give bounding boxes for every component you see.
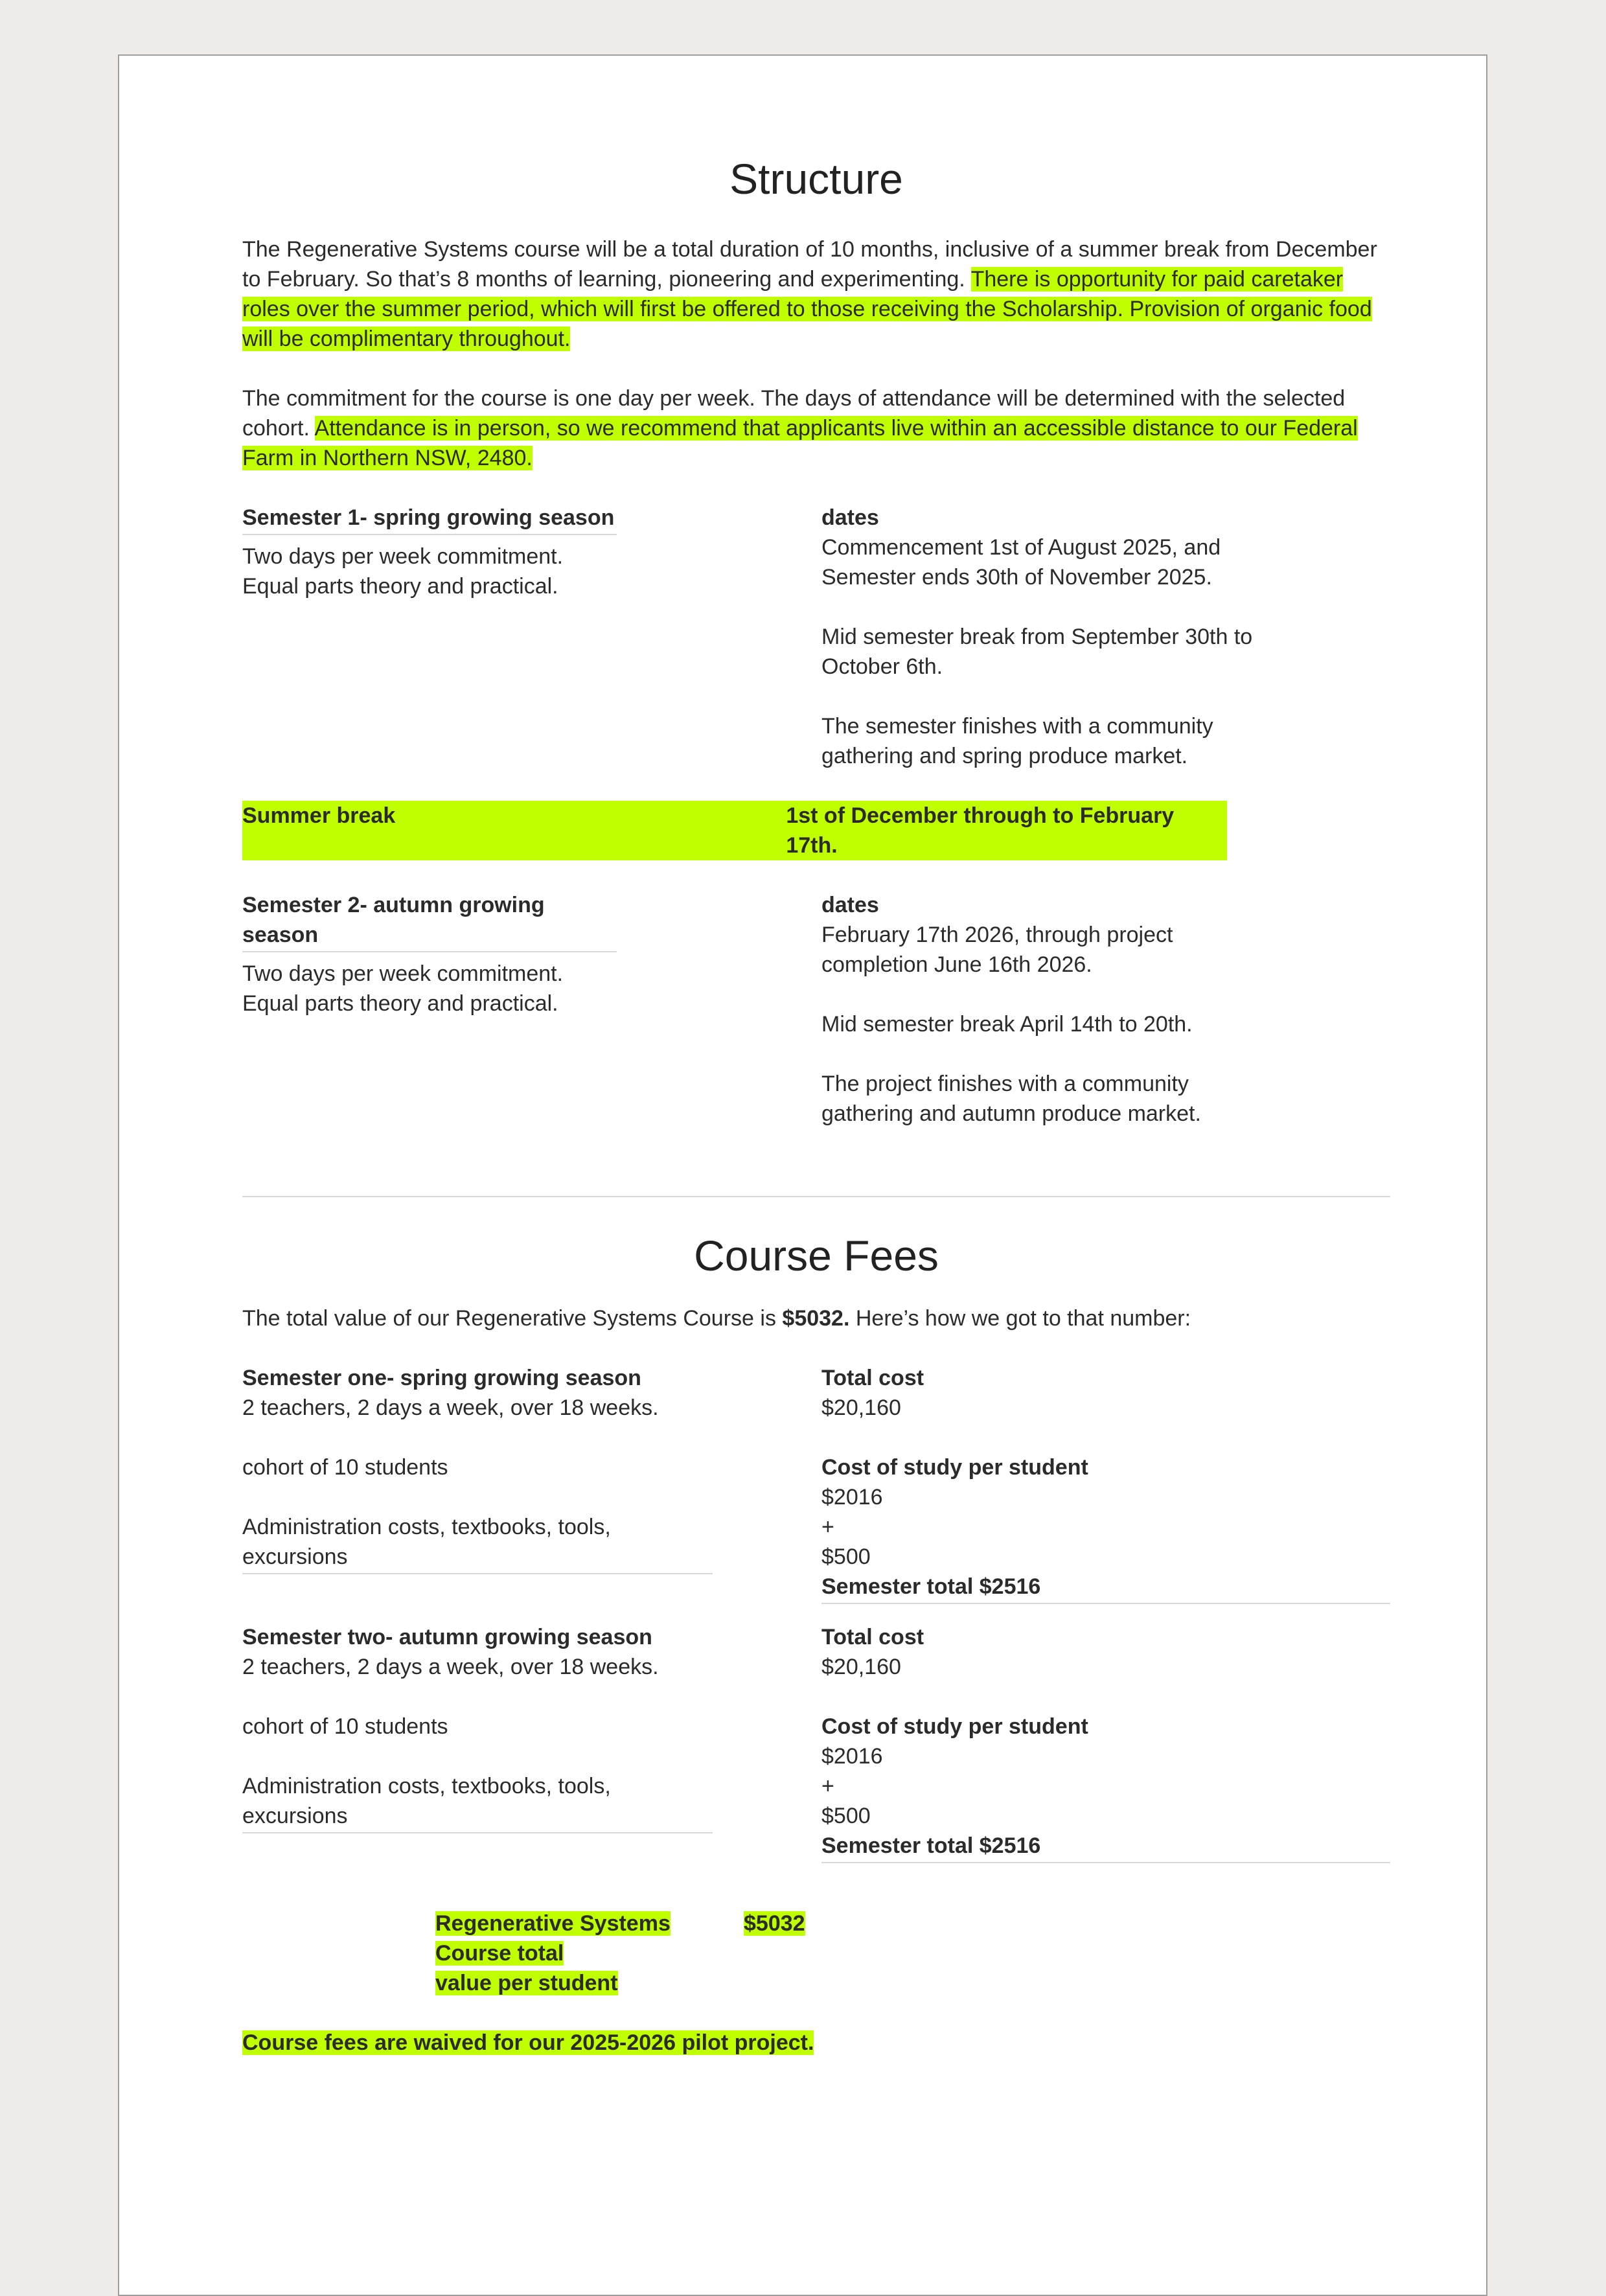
semester-1-break-line: October 6th.: [821, 654, 943, 679]
semester-1-finish-line: gathering and spring produce market.: [821, 744, 1188, 768]
fees-semester-2-per-student: $2016: [821, 1744, 883, 1769]
semester-2-finish-line: The project finishes with a community: [821, 1072, 1189, 1096]
semester-2-commitment: Two days per week commitment.: [242, 961, 564, 986]
fees-semester-2-heading: Semester two- autumn growing season: [242, 1625, 652, 1649]
semester-2-heading: [242, 890, 617, 952]
fees-semester-2-total: Semester total $2516: [821, 1833, 1041, 1858]
structure-title: Structure: [729, 155, 903, 203]
fees-semester-1-total-cost-label: Total cost: [821, 1366, 924, 1390]
fees-semester-1-per-student-label: Cost of study per student: [821, 1455, 1088, 1480]
fees-semester-1-admin-cost: $500: [821, 1544, 871, 1569]
semester-1-block: [242, 503, 1390, 771]
intro2-text: The commitment for the course is one day per week. The days of attendance will be determined with the selected cohort.: [242, 386, 1346, 441]
fees-semester-1-plus: +: [821, 1515, 834, 1539]
fees-semester-2-admin-cost: $500: [821, 1804, 871, 1828]
course-fees-title: Course Fees: [694, 1232, 939, 1280]
fees-semester-1-total-cost: $20,160: [821, 1395, 901, 1420]
document-content: [242, 153, 1390, 2058]
fees-semester-1-cohort: cohort of 10 students: [242, 1455, 448, 1480]
semester-2-theory: Equal parts theory and practical.: [242, 991, 558, 1016]
fees-semester-1-teachers: 2 teachers, 2 days a week, over 18 weeks.: [242, 1395, 659, 1420]
fees-semester-2-admin: Administration costs, textbooks, tools,: [242, 1774, 611, 1798]
semester-1-finish-line: The semester finishes with a community: [821, 714, 1213, 739]
semester-2-heading-line: Semester 2- autumn growing: [242, 893, 545, 917]
fees-semester-1-per-student: $2016: [821, 1485, 883, 1510]
structure-intro-paragraph-1: [242, 235, 1390, 354]
semester-2-break-line: Mid semester break April 14th to 20th.: [821, 1012, 1193, 1037]
intro1-highlight: There is opportunity for paid caretaker roles over the summer period, which will first be offered to those receiving the Scholarship. Provision of organic food will be complimentary throughout.: [242, 267, 1372, 351]
fees-intro-text: The total value of our Regenerative Systems Course is: [242, 1306, 783, 1331]
semester-2-finish-line: gathering and autumn produce market.: [821, 1101, 1201, 1126]
summer-break-label: Summer break: [242, 803, 396, 828]
semester-2-dates-line: completion June 16th 2026.: [821, 952, 1092, 977]
fees-semester-1-admin: excursions: [242, 1544, 348, 1569]
intro2-highlight: Attendance is in person, so we recommend that applicants live within an accessible distance to our Federal Farm in Northern NSW, 2480.: [242, 416, 1358, 470]
semester-1-heading: Semester 1- spring growing season: [242, 503, 617, 535]
fees-semester-1-admin: Administration costs, textbooks, tools,: [242, 1515, 611, 1539]
fees-intro-amount: $5032.: [782, 1306, 850, 1331]
fees-semester-2-block: [242, 1622, 1390, 1870]
summer-break-row: [242, 801, 1227, 860]
fees-semester-1-total: Semester total $2516: [821, 1574, 1041, 1599]
semester-2-dates-label: dates: [821, 893, 879, 917]
semester-2-dates-line: February 17th 2026, through project: [821, 923, 1173, 947]
semester-1-dates-line: Semester ends 30th of November 2025.: [821, 565, 1212, 590]
fees-semester-2-total-cost: $20,160: [821, 1655, 901, 1679]
course-total-row: [242, 1909, 1390, 1998]
course-total-label: Regenerative Systems Course total: [435, 1911, 671, 1966]
course-fees-intro: [242, 1303, 1390, 1333]
semester-1-commitment: Two days per week commitment.: [242, 544, 564, 569]
semester-2-block: [242, 890, 1390, 1129]
fees-intro-text-end: Here’s how we got to that number:: [849, 1306, 1191, 1331]
course-total-label: value per student: [435, 1971, 618, 1995]
fees-semester-2-per-student-label: Cost of study per student: [821, 1714, 1088, 1739]
intro1-text: The Regenerative Systems course will be a total duration of 10 months, inclusive of a summer break from December to February. So that’s 8 months of learning, pioneering and experimenting.: [242, 237, 1377, 292]
semester-1-break-line: Mid semester break from September 30th to: [821, 625, 1253, 649]
semester-1-dates-label: dates: [821, 505, 879, 530]
fees-semester-1-block: [242, 1363, 1390, 1611]
fees-semester-1-heading: Semester one- spring growing season: [242, 1366, 641, 1390]
fees-semester-2-admin: excursions: [242, 1804, 348, 1828]
summer-break-dates: 1st of December through to February 17th.: [786, 803, 1175, 858]
fees-semester-2-cohort: cohort of 10 students: [242, 1714, 448, 1739]
fees-waived-notice: Course fees are waived for our 2025-2026 pilot project.: [242, 2030, 814, 2055]
fees-semester-2-plus: +: [821, 1774, 834, 1798]
structure-intro-paragraph-2: [242, 384, 1390, 473]
fees-semester-2-total-cost-label: Total cost: [821, 1625, 924, 1649]
semester-2-heading-line: season: [242, 923, 319, 947]
semester-1-theory: Equal parts theory and practical.: [242, 574, 558, 599]
document-page: [118, 54, 1487, 2296]
course-total-value: $5032: [744, 1911, 805, 1936]
semester-1-dates-line: Commencement 1st of August 2025, and: [821, 535, 1221, 560]
fees-semester-2-teachers: 2 teachers, 2 days a week, over 18 weeks.: [242, 1655, 659, 1679]
